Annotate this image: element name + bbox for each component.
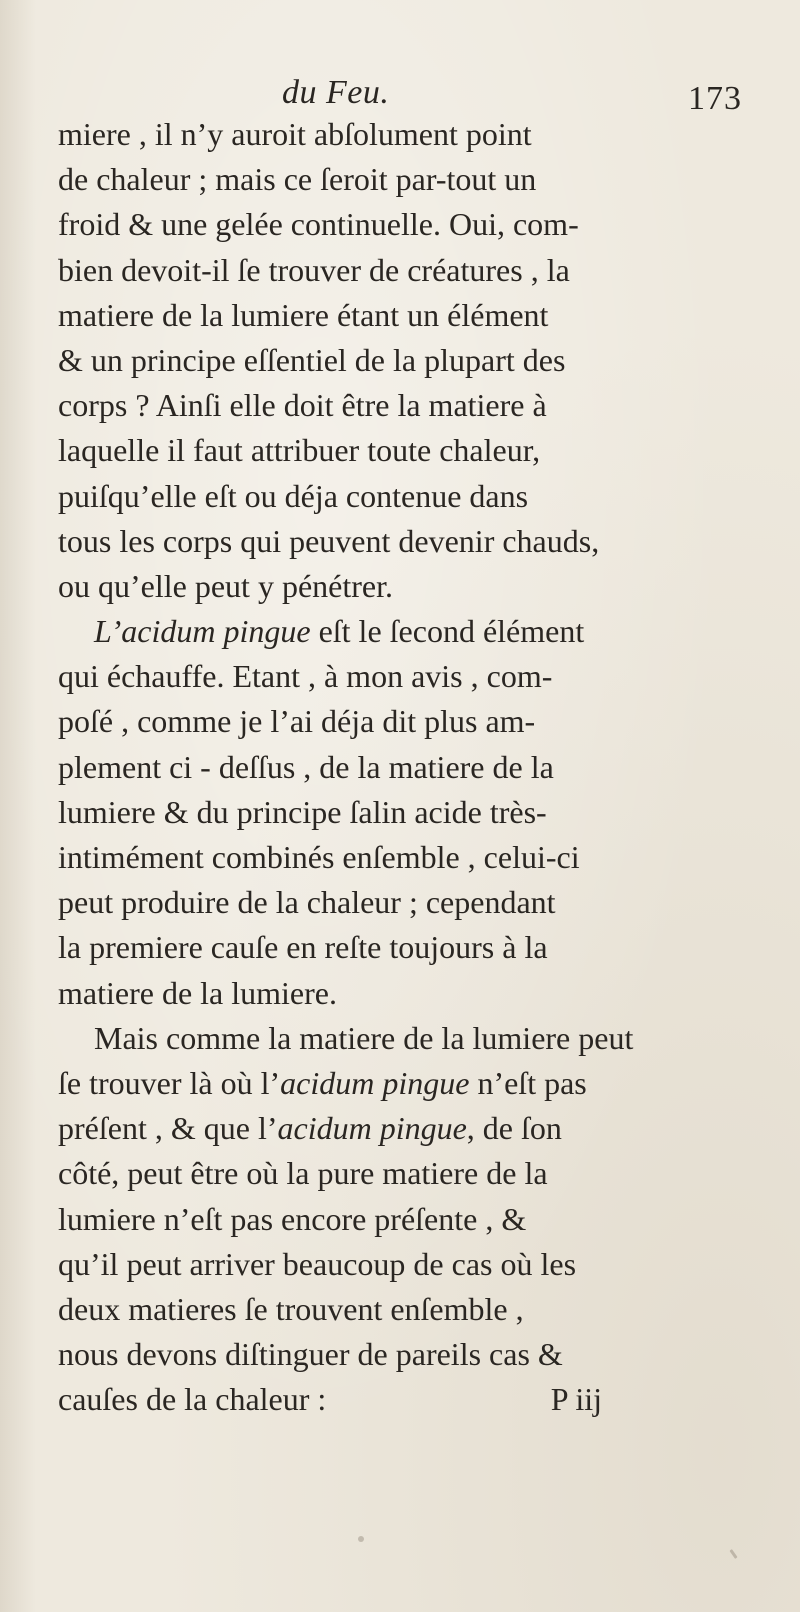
- text-line: lumiere n’eſt pas encore préſente , &: [58, 1200, 527, 1237]
- text-line: lumiere & du principe ſalin acide très-: [58, 793, 547, 830]
- text-line: laquelle il faut attribuer toute chaleur,: [58, 432, 541, 469]
- text-line: matiere de la lumiere étant un élément: [58, 296, 549, 333]
- text-line: intimément combinés enſemble , celui-ci: [58, 839, 580, 875]
- paper-speck: [358, 1536, 364, 1542]
- text-line: qui échauffe. Etant , à mon avis , com-: [58, 658, 553, 695]
- text-line: matiere de la lumiere.: [58, 974, 337, 1011]
- text-line: de chaleur ; mais ce ſeroit par-tout un: [58, 161, 537, 198]
- latin-term: acidum pingue: [280, 1064, 470, 1101]
- text-fragment: n’eſt pas: [469, 1064, 587, 1101]
- paragraph-start-line: [58, 609, 698, 654]
- text-fragment: ſe trouver là où l’: [58, 1064, 281, 1101]
- text-line: poſé , comme je l’ai déja dit plus am-: [58, 703, 536, 740]
- text-fragment: , de ſon: [466, 1110, 562, 1147]
- text-line: nous devons diſtinguer de pareils cas &: [58, 1336, 563, 1373]
- text-line: miere , il n’y auroit abſolument point: [58, 116, 532, 152]
- latin-term: acidum pingue: [277, 1110, 467, 1147]
- text-fragment: préſent , & que l’: [58, 1110, 278, 1147]
- running-head: du Feu.: [282, 74, 390, 111]
- text-line: [58, 1106, 698, 1151]
- text-line: peut produire de la chaleur ; cependant: [58, 884, 556, 921]
- text-line: côté, peut être où la pure matiere de la: [58, 1155, 548, 1192]
- paper-speck: [729, 1549, 737, 1559]
- paragraph-start-line: Mais comme la matiere de la lumiere peut: [94, 1019, 634, 1056]
- text-fragment: cauſes de la chaleur :: [58, 1381, 327, 1418]
- gutter-shadow: [0, 0, 36, 1612]
- text-line: bien devoit-il ſe trouver de créatures , la: [58, 251, 570, 288]
- text-line: deux matieres ſe trouvent enſemble ,: [58, 1290, 524, 1327]
- text-line: qu’il peut arriver beaucoup de cas où les: [58, 1245, 577, 1282]
- text-line: puiſqu’elle eſt ou déja contenue dans: [58, 477, 529, 514]
- signature-mark: P iij: [550, 1381, 602, 1418]
- text-line: ou qu’elle peut y pénétrer.: [58, 567, 393, 604]
- text-line: froid & une gelée continuelle. Oui, com-: [58, 206, 579, 243]
- text-line: plement ci - deſſus , de la matiere de la: [58, 748, 554, 785]
- page-number: 173: [688, 80, 742, 117]
- text-line: la premiere cauſe en reſte toujours à la: [58, 929, 548, 966]
- text-line: corps ? Ainſi elle doit être la matiere à: [58, 387, 547, 424]
- text-line: & un principe eſſentiel de la plupart des: [58, 341, 566, 378]
- last-line: [58, 1377, 698, 1422]
- text-line: [58, 1061, 698, 1106]
- body-text: [58, 112, 698, 1422]
- text-line: tous les corps qui peuvent devenir chauds,: [58, 522, 600, 559]
- text-fragment: eſt le ſecond élément: [310, 613, 585, 650]
- latin-term: L’acidum pingue: [94, 613, 311, 650]
